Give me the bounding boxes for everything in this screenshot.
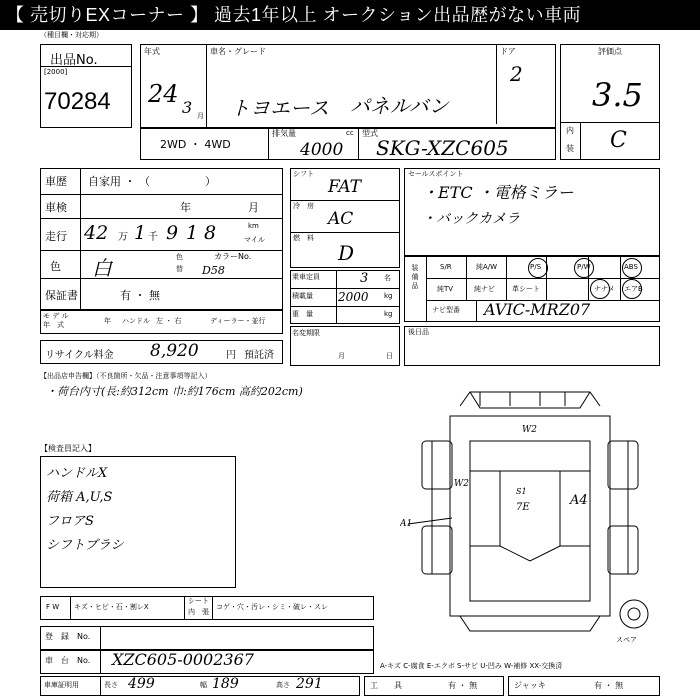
store-note-label: 【出品店申告欄】（不良箇所・欠品・注意事項等記入） bbox=[40, 372, 212, 380]
mileage-d3: 9 bbox=[166, 222, 179, 244]
seat-items: コゲ・穴・汚レ・シミ・破レ・スレ bbox=[216, 603, 328, 611]
year-label: 年式 bbox=[144, 47, 160, 56]
handle-value: 左 ・ 右 bbox=[156, 317, 182, 325]
car-diagram bbox=[400, 386, 660, 636]
shift-label: シフト bbox=[293, 170, 314, 178]
store-note-value: ・荷台内寸(長:約312cm 巾:約176cm 高約202cm) bbox=[46, 385, 303, 398]
color-change-2: 替 bbox=[176, 265, 183, 273]
diagram-label-a4: A4 bbox=[570, 493, 588, 508]
ac-label: 冷 房 bbox=[293, 202, 314, 210]
door-label: ドア bbox=[500, 47, 516, 56]
reg-label: 登 録 No. bbox=[45, 632, 91, 641]
name-change-label: 名変期限 bbox=[292, 329, 320, 337]
navi-value: AVIC-MRZ07 bbox=[484, 300, 591, 319]
diagram-label-a1: A1 bbox=[400, 519, 413, 529]
damage-legend: A-キズ C-腐食 E-エクボ S-サビ U-凹み W-補修 XX-交換済 bbox=[380, 662, 563, 670]
sales-points-label: セールスポイント bbox=[408, 170, 464, 178]
weight-label: 重 量 bbox=[292, 310, 313, 318]
history-value: 自家用 ・ （ ） bbox=[88, 175, 216, 188]
circle-nanamere bbox=[590, 279, 610, 299]
spare-label: スペア bbox=[616, 636, 637, 644]
month-unit: 月 bbox=[197, 112, 204, 120]
equip-aw: 純A/W bbox=[476, 263, 498, 271]
jack-value: 有 ・ 無 bbox=[594, 681, 624, 690]
mileage-u2: 千 bbox=[148, 232, 158, 243]
load-label: 積載量 bbox=[292, 292, 313, 300]
sales-points-line1: ・ETC ・電格ミラー bbox=[422, 183, 574, 202]
circle-airbag bbox=[622, 279, 642, 299]
model-value: SKG-XZC605 bbox=[376, 136, 509, 160]
inspector-line-1: ハンドルX bbox=[46, 466, 108, 481]
grade-value: パネルバン bbox=[350, 94, 449, 118]
capacity-label: 乗車定員 bbox=[292, 273, 320, 281]
color-change-1: 色 bbox=[176, 253, 183, 261]
inspection-label: 車検 bbox=[45, 201, 67, 214]
mileage-unit-km: km bbox=[248, 222, 259, 230]
load-value: 2000 bbox=[338, 290, 369, 304]
recycle-label: リサイクル料金 bbox=[45, 350, 114, 361]
model-year-unit: 年 bbox=[104, 317, 111, 325]
drive-value: 2WD ・ 4WD bbox=[160, 138, 231, 151]
entry-prefix: [2000] bbox=[44, 68, 68, 76]
mileage-d2: 1 bbox=[134, 222, 147, 244]
capacity-unit: 名 bbox=[384, 274, 391, 282]
inspection-month: 月 bbox=[248, 201, 259, 214]
fw-items: キズ・ヒビ・石・割レX bbox=[74, 603, 149, 611]
circle-ps bbox=[528, 258, 548, 278]
wid-value: 189 bbox=[212, 676, 239, 692]
jack-label: ジャッキ bbox=[514, 681, 546, 690]
model-label: 型式 bbox=[362, 129, 378, 138]
inspector-line-3: フロアS bbox=[46, 514, 94, 529]
warranty-value: 有 ・ 無 bbox=[120, 289, 160, 302]
fuel-value: D bbox=[338, 241, 355, 265]
equip-navi: 純ナビ bbox=[474, 285, 495, 293]
model-year-label-2: 年 式 bbox=[43, 321, 64, 329]
inspection-year: 年 bbox=[180, 201, 191, 214]
navi-label: ナビ型番 bbox=[432, 306, 460, 314]
equip-ps: P/S bbox=[530, 263, 542, 271]
weight-unit: kg bbox=[384, 310, 393, 318]
capacity-value: 3 bbox=[360, 271, 369, 286]
displacement-label: 排気量 bbox=[272, 129, 296, 138]
top-cut-text: （種目欄・対応期） bbox=[40, 31, 103, 39]
equip-pw: P/W bbox=[577, 263, 591, 271]
tools-label: 工 具 bbox=[370, 681, 402, 690]
displacement-value: 4000 bbox=[300, 140, 344, 160]
shift-value: FAT bbox=[328, 177, 362, 197]
delivery-label: 後日品 bbox=[408, 328, 429, 336]
inspector-line-4: シフトブラシ bbox=[46, 538, 124, 553]
color-label: 色 bbox=[50, 260, 61, 273]
rating-value: 3.5 bbox=[592, 76, 643, 114]
color-code: D58 bbox=[202, 264, 225, 277]
recycle-value: 8,920 bbox=[150, 341, 199, 361]
equip-tv: 純TV bbox=[437, 285, 454, 293]
name-change-month: 月 bbox=[338, 352, 345, 360]
color-value: 白 bbox=[92, 256, 112, 280]
entry-number: 70284 bbox=[44, 88, 111, 115]
name-change-day: 日 bbox=[386, 352, 393, 360]
load-unit: kg bbox=[384, 292, 393, 300]
door-value: 2 bbox=[510, 62, 523, 86]
delivery-box bbox=[404, 326, 660, 366]
model-year-label-1: モ デ ル bbox=[43, 312, 69, 320]
tools-value: 有 ・ 無 bbox=[448, 681, 478, 690]
history-label: 車歴 bbox=[45, 175, 67, 188]
mileage-u1: 万 bbox=[118, 232, 128, 243]
equip-nanamere: ナナメ bbox=[594, 285, 615, 293]
fuel-label: 燃 料 bbox=[293, 234, 314, 242]
month-value: 3 bbox=[182, 98, 193, 117]
handle-label: ハンドル bbox=[122, 317, 150, 325]
mileage-d4: 1 bbox=[186, 222, 199, 244]
recycle-unit: 円 bbox=[226, 350, 236, 361]
len-value: 499 bbox=[128, 676, 155, 692]
circle-abs bbox=[622, 258, 642, 278]
name-label: 車名・グレード bbox=[210, 47, 266, 56]
mileage-d1: 42 bbox=[84, 222, 109, 244]
mileage-unit-mile: マイル bbox=[244, 236, 265, 244]
hei-label: 高さ bbox=[276, 681, 290, 689]
equipment-label: 装 備 品 bbox=[411, 264, 419, 290]
warranty-label: 保証書 bbox=[45, 289, 78, 302]
mileage-d5: 8 bbox=[204, 222, 217, 244]
color-code-label: カラーNo. bbox=[214, 252, 252, 261]
seat-label-1: シート bbox=[188, 597, 209, 605]
interior-value: C bbox=[610, 128, 627, 153]
maker-value: トヨエース bbox=[230, 96, 329, 120]
ac-value: AC bbox=[328, 209, 354, 229]
entry-label: 出品No. bbox=[50, 53, 98, 68]
diagram-label-w2-left: W2 bbox=[454, 479, 469, 489]
auction-banner bbox=[0, 0, 700, 30]
len-label: 長さ bbox=[104, 681, 118, 689]
equip-seat: 革シート bbox=[512, 285, 540, 293]
equip-airbag: エアB bbox=[624, 285, 643, 293]
chassis-value: XZC605-0002367 bbox=[112, 650, 254, 669]
diagram-label-s1: S1 bbox=[516, 487, 527, 496]
banner-text: 【 売切りEXコーナー 】 過去1年以上 オークション出品歴がない車両 bbox=[6, 5, 582, 25]
fw-label: F W bbox=[46, 603, 60, 611]
equip-sr: S/R bbox=[440, 263, 452, 271]
cert-label: 車庫証明用 bbox=[44, 681, 79, 689]
inspector-label: 【検査員記入】 bbox=[40, 444, 96, 453]
dealer-label: ディーラー・並行 bbox=[210, 317, 266, 325]
circle-pw bbox=[574, 258, 594, 278]
rating-label: 評価点 bbox=[598, 47, 622, 56]
hei-value: 291 bbox=[296, 676, 323, 692]
year-value: 24 bbox=[148, 80, 179, 108]
seat-label-2: 内 張 bbox=[188, 608, 209, 616]
mileage-label: 走行 bbox=[45, 230, 67, 243]
recycle-note: 預託済 bbox=[244, 350, 274, 361]
sales-points-line2: ・バックカメラ bbox=[422, 211, 520, 227]
displacement-unit: cc bbox=[346, 129, 354, 137]
equip-abs: ABS bbox=[624, 263, 638, 271]
interior-label-2: 装 bbox=[566, 144, 574, 153]
wid-label: 幅 bbox=[200, 681, 207, 689]
diagram-label-w2-top: W2 bbox=[522, 425, 537, 435]
interior-label-1: 内 bbox=[566, 126, 574, 135]
diagram-label-7e: 7E bbox=[516, 502, 530, 513]
chassis-label: 車 台 No. bbox=[45, 656, 91, 665]
inspector-line-2: 荷箱 A,U,S bbox=[46, 490, 113, 505]
